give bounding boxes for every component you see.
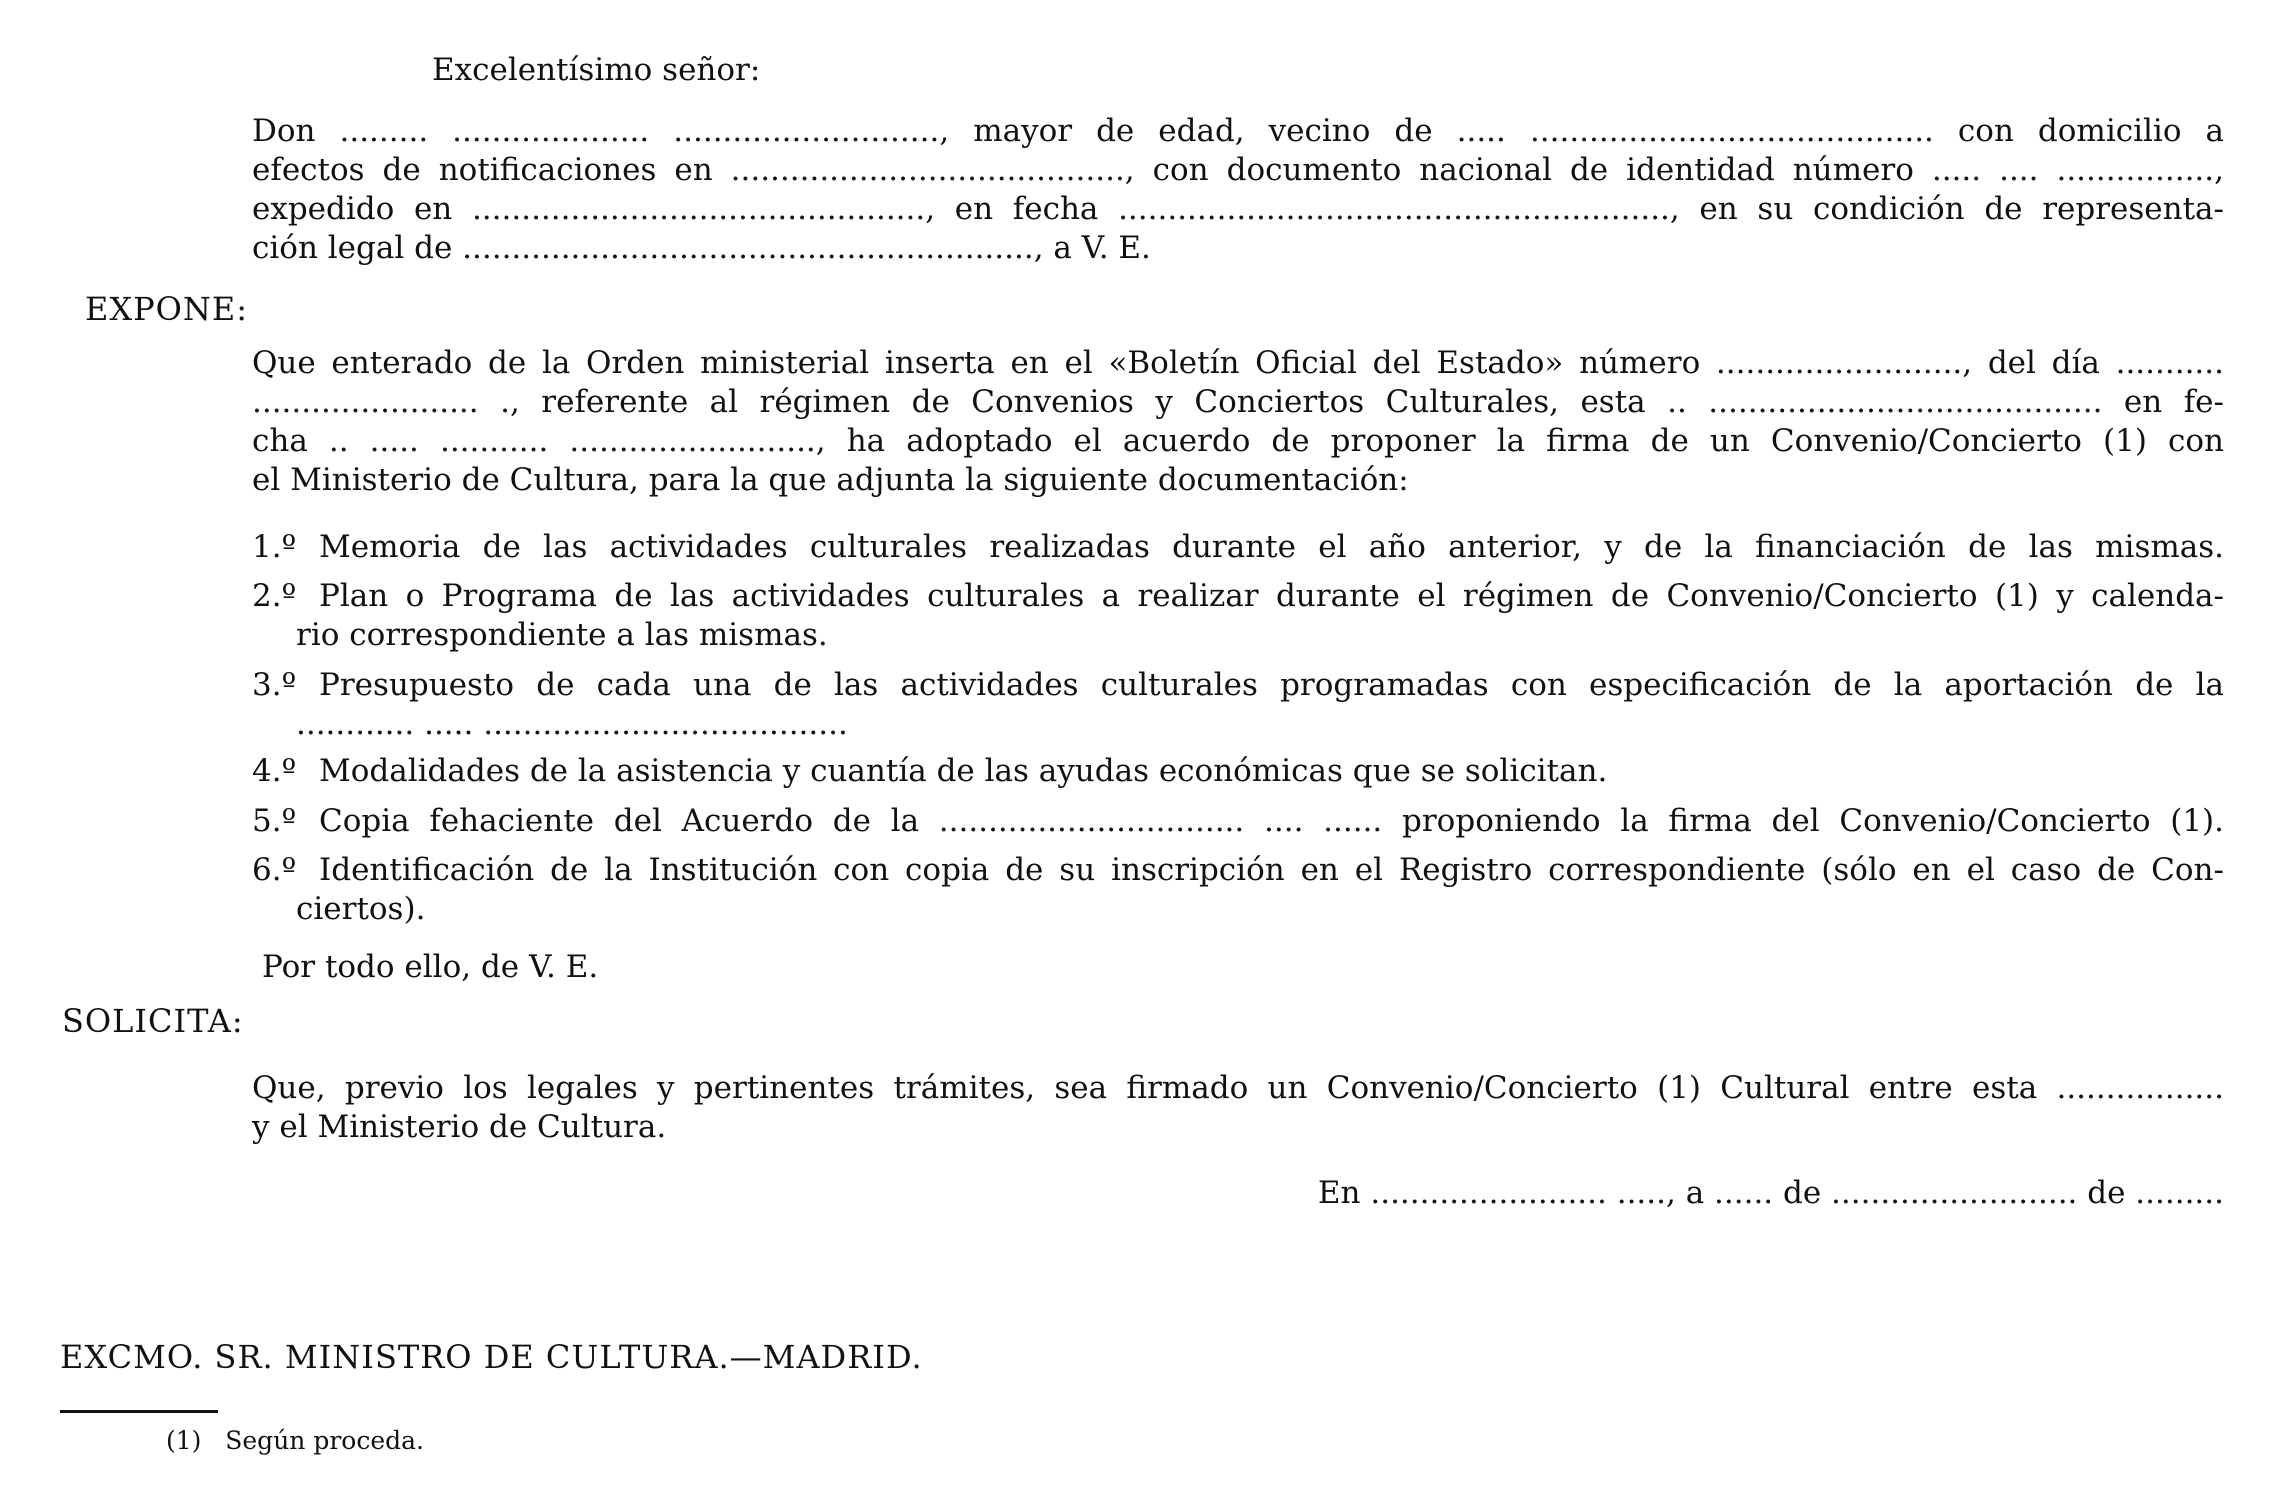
solicita-heading: SOLICITA: bbox=[62, 1002, 244, 1040]
item-line: Presupuesto de cada una de las actividades culturales programadas con especificación de la aportación de la bbox=[319, 667, 2224, 703]
item-number: 6.º bbox=[252, 852, 297, 888]
item-line: ciertos). bbox=[296, 891, 426, 927]
footnote-rule bbox=[60, 1410, 218, 1413]
expone-line: cha .. ..... ........... ........................., ha adoptado el acuerdo de proponer la firma de un Convenio/Concierto (1) con bbox=[252, 423, 2224, 459]
item-line: Identificación de la Institución con copia de su inscripción en el Registro correspondiente (sólo en el caso de Con- bbox=[319, 852, 2224, 888]
item-number: 1.º bbox=[252, 529, 297, 565]
item-line: Copia fehaciente del Acuerdo de la ............................... .... ...... proponiendo la firma del Convenio/Concierto (1). bbox=[319, 803, 2224, 839]
item-number: 4.º bbox=[252, 753, 297, 789]
solicita-line: Que, previo los legales y pertinentes trámites, sea firmado un Convenio/Concierto (1) Cultural entre esta ................. bbox=[252, 1070, 2224, 1106]
item-number: 5.º bbox=[252, 803, 297, 839]
item-number: 3.º bbox=[252, 667, 297, 703]
intro-line: efectos de notificaciones en ........................................, con documento nacional de identidad número ..... .... ................, bbox=[252, 152, 2224, 188]
intro-line: ción legal de .........................................................., a V. E. bbox=[252, 230, 1151, 266]
list-item-5 bbox=[252, 802, 2224, 841]
footnote-text: Según proceda. bbox=[225, 1426, 424, 1455]
item-line: rio correspondiente a las mismas. bbox=[296, 617, 828, 653]
item-line: Modalidades de la asistencia y cuantía de las ayudas económicas que se solicitan. bbox=[319, 753, 1608, 789]
date-line: En ........................ ....., a ...... de ......................... de ......... bbox=[1317, 1175, 2224, 1211]
item-number: 2.º bbox=[252, 578, 297, 614]
item-line: ............ ..... ..................................... bbox=[296, 706, 848, 742]
addressee: EXCMO. SR. MINISTRO DE CULTURA.—MADRID. bbox=[60, 1338, 923, 1376]
list-item-2 bbox=[252, 577, 2224, 655]
intro-line: Don ......... .................... ..........................., mayor de edad, vecino de ..... ......................................... con domicilio a bbox=[252, 113, 2224, 149]
list-item-6 bbox=[252, 851, 2224, 929]
expone-line: el Ministerio de Cultura, para la que adjunta la siguiente documentación: bbox=[252, 462, 1409, 498]
intro-paragraph bbox=[252, 112, 2224, 268]
list-item-3 bbox=[252, 666, 2224, 744]
expone-line: Que enterado de la Orden ministerial inserta en el «Boletín Oficial del Estado» número ........................., del día ........... bbox=[252, 345, 2224, 381]
solicita-line: y el Ministerio de Cultura. bbox=[252, 1109, 667, 1145]
intro-line: expedido en .............................................., en fecha ........................................................, en su condición de representa- bbox=[252, 191, 2224, 227]
footnote bbox=[166, 1426, 424, 1455]
expone-line: ....................... ., referente al régimen de Convenios y Conciertos Culturales, esta .. ........................................ en fe- bbox=[252, 384, 2224, 420]
item-line: Memoria de las actividades culturales realizadas durante el año anterior, y de la financiación de las mismas. bbox=[319, 529, 2224, 565]
list-item-1 bbox=[252, 528, 2224, 567]
greeting: Excelentísimo señor: bbox=[432, 52, 761, 88]
solicita-paragraph bbox=[252, 1069, 2224, 1147]
list-item-4 bbox=[252, 752, 2224, 791]
footnote-marker: (1) bbox=[166, 1426, 202, 1455]
expone-paragraph bbox=[252, 344, 2224, 500]
item-line: Plan o Programa de las actividades culturales a realizar durante el régimen de Convenio/Concierto (1) y calenda- bbox=[319, 578, 2224, 614]
por-todo-line: Por todo ello, de V. E. bbox=[262, 949, 599, 985]
expone-heading: EXPONE: bbox=[85, 290, 249, 328]
